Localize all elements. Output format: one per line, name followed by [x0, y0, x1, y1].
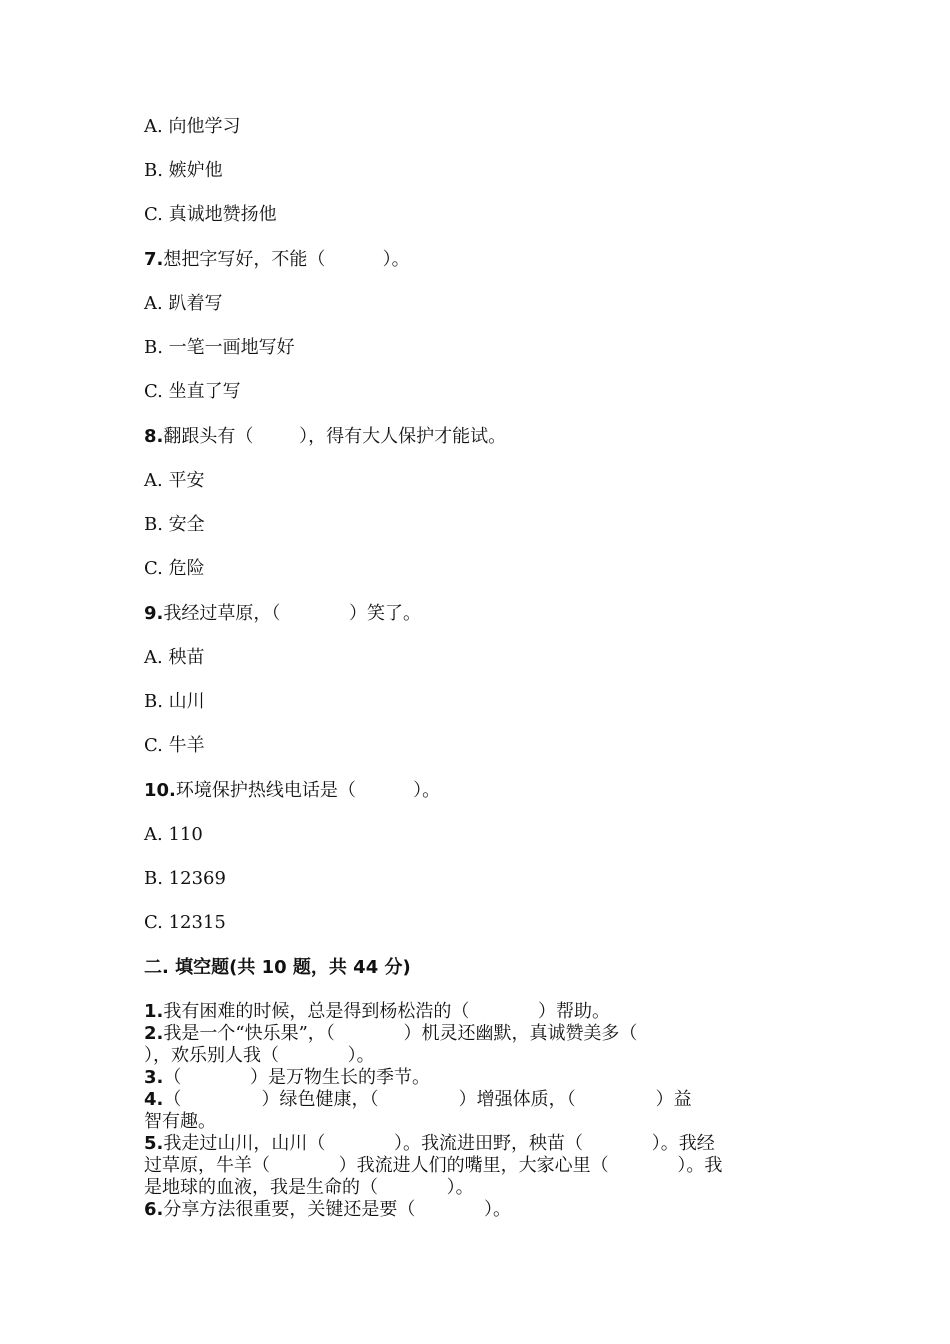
q7-text: 想把字写好，不能（ ）。	[163, 249, 410, 270]
q8-text: 翻跟头有（ ），得有大人保护才能试。	[163, 426, 507, 447]
fill-5-text-line-3: 是地球的血液，我是生命的（ ）。	[144, 1177, 474, 1198]
fill-2-number: 2.	[144, 1023, 164, 1044]
fill-item-5	[144, 1133, 814, 1155]
fill-5-text-line-1: 我走过山川，山川（ ）。我流进田野，秧苗（ ）。我经	[163, 1133, 715, 1154]
fill-item-6	[144, 1199, 814, 1221]
fill-item-4	[144, 1089, 814, 1111]
fill-3-number: 3.	[144, 1067, 164, 1088]
fill-5-text-line-2: 过草原，牛羊（ ）我流进人们的嘴里，大家心里（ ）。我	[144, 1155, 723, 1176]
q10-option-c: C. 12315	[144, 912, 226, 933]
fill-1-text: 我有困难的时候，总是得到杨松浩的（ ）帮助。	[163, 1001, 611, 1022]
fill-3-text: （ ）是万物生长的季节。	[163, 1067, 431, 1088]
q9-text: 我经过草原，（ ）笑了。	[163, 603, 422, 624]
q10-option-a: A. 110	[144, 824, 203, 845]
q10-text: 环境保护热线电话是（ ）。	[175, 780, 441, 801]
q9-stem	[144, 603, 421, 625]
q6-option-a: A. 向他学习	[144, 116, 241, 137]
fill-6-number: 6.	[144, 1199, 164, 1220]
fill-2-text-line-2: ），欢乐别人我（ ）。	[144, 1045, 375, 1066]
q9-option-b: B. 山川	[144, 691, 205, 712]
q8-option-c: C. 危险	[144, 558, 205, 579]
fill-item-3	[144, 1067, 814, 1089]
q8-stem	[144, 426, 506, 448]
fill-item-4-cont	[144, 1111, 814, 1133]
fill-item-5-cont-2	[144, 1177, 814, 1199]
fill-item-1	[144, 1001, 814, 1023]
fill-4-number: 4.	[144, 1089, 164, 1110]
q7-option-b: B. 一笔一画地写好	[144, 337, 295, 358]
fill-item-2	[144, 1023, 814, 1045]
q8-number: 8.	[144, 426, 164, 447]
q7-stem	[144, 249, 410, 271]
q7-number: 7.	[144, 249, 164, 270]
q6-option-b: B. 嫉妒他	[144, 160, 223, 181]
q8-option-a: A. 平安	[144, 470, 205, 491]
fill-1-number: 1.	[144, 1001, 164, 1022]
section-2-title: 二. 填空题(共 10 题，共 44 分)	[144, 957, 411, 978]
q6-option-c: C. 真诚地赞扬他	[144, 204, 277, 225]
fill-5-number: 5.	[144, 1133, 164, 1154]
fill-item-5-cont-1	[144, 1155, 814, 1177]
q9-number: 9.	[144, 603, 164, 624]
q10-number: 10.	[144, 780, 176, 801]
fill-4-text-line-1: （ ）绿色健康，（ ）增强体质，（ ）益	[163, 1089, 692, 1110]
q7-option-c: C. 坐直了写	[144, 381, 241, 402]
fill-2-text-line-1: 我是一个“快乐果”，（ ）机灵还幽默，真诚赞美多（	[163, 1023, 638, 1044]
fill-6-text: 分享方法很重要，关键还是要（ ）。	[163, 1199, 512, 1220]
fill-4-text-line-2: 智有趣。	[144, 1111, 216, 1132]
q9-option-a: A. 秧苗	[144, 647, 205, 668]
q9-option-c: C. 牛羊	[144, 735, 205, 756]
q10-option-b: B. 12369	[144, 868, 226, 889]
q7-option-a: A. 趴着写	[144, 293, 223, 314]
q10-stem	[144, 780, 440, 802]
q8-option-b: B. 安全	[144, 514, 205, 535]
fill-item-2-cont	[144, 1045, 814, 1067]
